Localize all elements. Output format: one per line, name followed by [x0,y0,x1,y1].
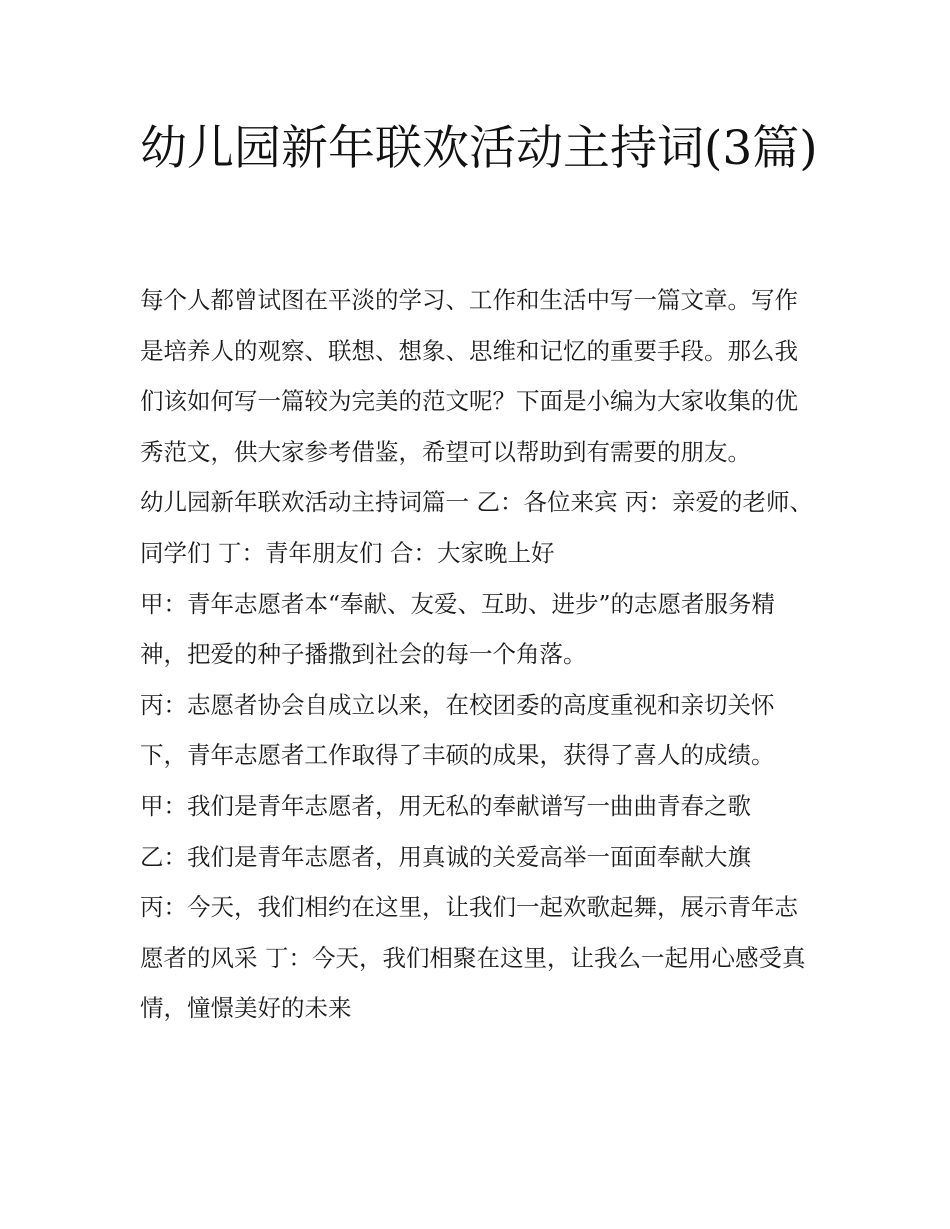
paragraph-yi-1: 乙：我们是青年志愿者，用真诚的关爱高举一面面奉献大旗 [140,842,751,871]
document-title: 幼儿园新年联欢活动主持词(3篇) [140,121,818,176]
document-body [140,275,820,1034]
paragraph-bing-2: 丙：今天，我们相约在这里，让我们一起欢歌起舞，展示青年志愿者的风采 丁：今天，我们相聚在这里，让我么一起用心感受真情，憧憬美好的未来 [140,893,806,1023]
paragraph-intro: 每个人都曾试图在平淡的学习、工作和生活中写一篇文章。写作是培养人的观察、联想、想象、思维和记忆的重要手段。那么我们该如何写一篇较为完美的范文呢？下面是小编为大家收集的优秀范文，供大家参考借鉴，希望可以帮助到有需要的朋友。 [140,286,798,466]
paragraph-jia-1: 甲：青年志愿者本“奉献、友爱、互助、进步”的志愿者服务精神，把爱的种子播撒到社会的每一个角落。 [140,589,776,669]
paragraph-opening: 幼儿园新年联欢活动主持词篇一 乙：各位来宾 丙：亲爱的老师、同学们 丁：青年朋友们 合：大家晚上好 [140,488,813,567]
paragraph-jia-2: 甲：我们是青年志愿者，用无私的奉献谱写一曲曲青春之歌 [140,791,751,820]
paragraph-bing-1: 丙：志愿者协会自成立以来，在校团委的高度重视和亲切关怀下，青年志愿者工作取得了丰硕的成果，获得了喜人的成绩。 [140,690,775,770]
